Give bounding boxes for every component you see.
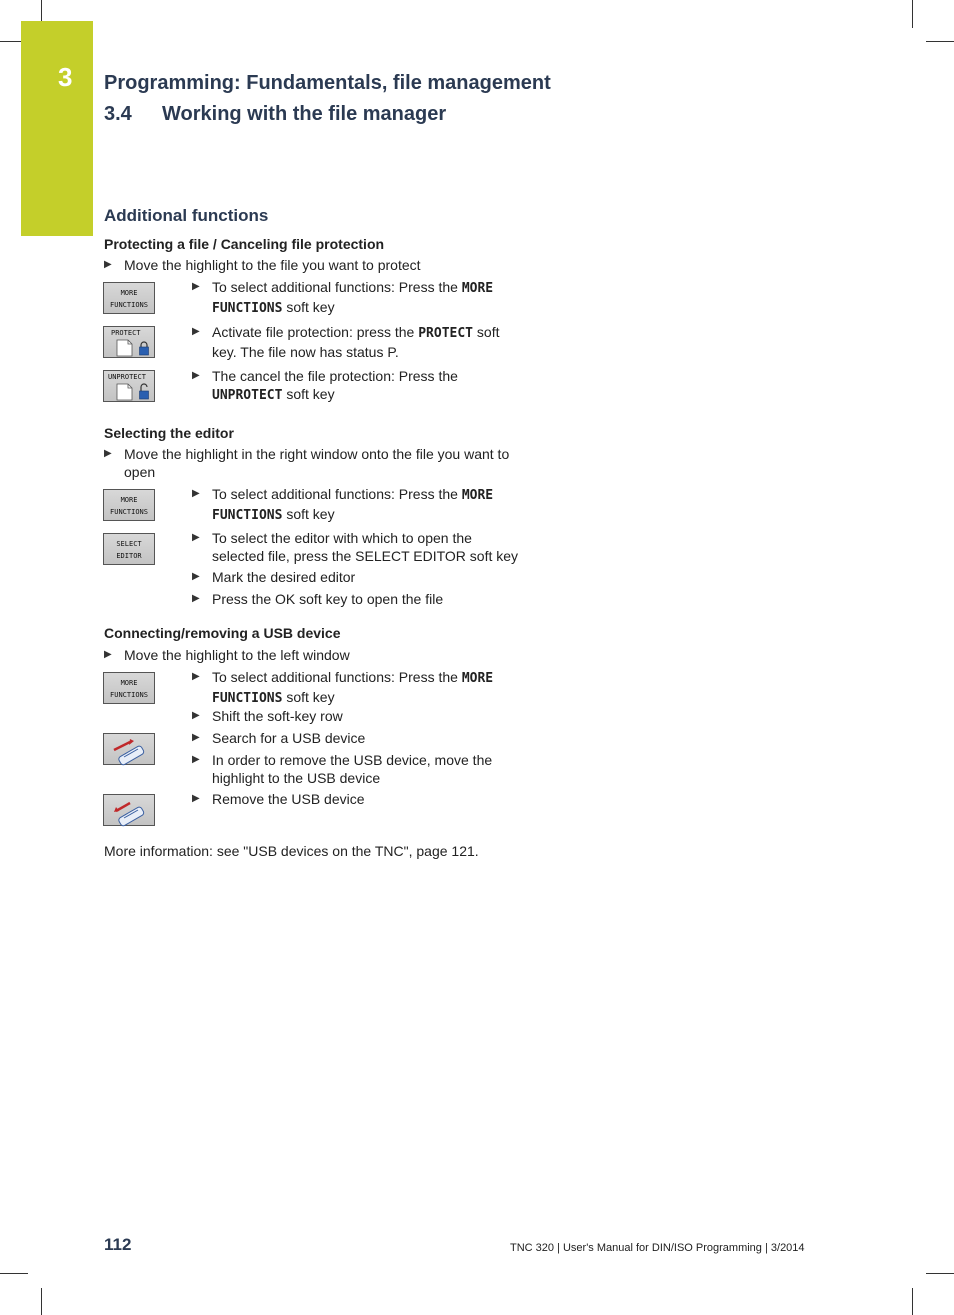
bullet-arrow-icon: ▶ [104, 448, 112, 459]
select-editor-softkey[interactable]: SELECT EDITOR [103, 533, 155, 565]
bullet-arrow-icon: ▶ [192, 710, 200, 721]
usb-connect-softkey[interactable] [103, 733, 155, 765]
usb-connect-icon [104, 734, 156, 766]
bullet-arrow-icon: ▶ [104, 649, 112, 660]
editor-step-5: ▶ Press the OK soft key to open the file [192, 591, 444, 607]
bullet-arrow-icon: ▶ [192, 754, 200, 765]
protect-softkey[interactable]: PROTECT [103, 326, 155, 358]
protect-step-4: ▶ The cancel the file protection: Press the UNPROTECT soft key [192, 368, 458, 403]
crop-mark [41, 1288, 42, 1315]
unprotect-softkey[interactable]: UNPROTECT [103, 370, 155, 402]
more-functions-softkey[interactable]: MORE FUNCTIONS [103, 282, 155, 314]
crop-mark [912, 0, 913, 28]
crop-mark [912, 1288, 913, 1315]
crop-mark [41, 0, 42, 22]
editor-step-4: ▶ Mark the desired editor [192, 569, 356, 585]
protect-step-1: ▶ Move the highlight to the file you want to protect [104, 257, 421, 273]
page-number: 112 [104, 1235, 132, 1254]
crop-mark [0, 41, 22, 42]
protect-lock-icon [104, 327, 156, 359]
additional-functions-heading: Additional functions [104, 206, 269, 225]
bullet-arrow-icon: ▶ [192, 732, 200, 743]
unlock-icon [104, 371, 156, 403]
usb-remove-icon [104, 795, 156, 827]
usb-step-2: ▶ To select additional functions: Press the MORE FUNCTIONS soft key [192, 669, 494, 706]
editor-step-2: ▶ To select additional functions: Press the MORE FUNCTIONS soft key [192, 486, 494, 523]
protect-step-2: ▶ To select additional functions: Press the MORE FUNCTIONS soft key [192, 279, 494, 316]
more-functions-softkey[interactable]: MORE FUNCTIONS [103, 489, 155, 521]
footer-manual-info: TNC 320 | User's Manual for DIN/ISO Programming | 3/2014 [510, 1242, 805, 1254]
bullet-arrow-icon: ▶ [192, 370, 200, 381]
bullet-arrow-icon: ▶ [104, 259, 112, 270]
section-title [104, 103, 446, 126]
bullet-arrow-icon: ▶ [192, 593, 200, 604]
bullet-arrow-icon: ▶ [192, 793, 200, 804]
crop-mark [926, 1273, 954, 1274]
chapter-tab [21, 21, 93, 236]
usb-remove-softkey[interactable] [103, 794, 155, 826]
bullet-arrow-icon: ▶ [192, 532, 200, 543]
chapter-title: Programming: Fundamentals, file management [104, 72, 551, 94]
crop-mark [0, 1273, 28, 1274]
editor-subheading: Selecting the editor [104, 425, 234, 441]
editor-step-1: ▶ Move the highlight in the right window onto the file you want to open [104, 446, 510, 480]
protect-subheading: Protecting a file / Canceling file protection [104, 236, 385, 252]
more-information-reference: More information: see "USB devices on the TNC", page 121. [104, 843, 479, 859]
bullet-arrow-icon: ▶ [192, 326, 200, 337]
bullet-arrow-icon: ▶ [192, 571, 200, 582]
crop-mark [926, 41, 954, 42]
protect-step-3: ▶ Activate file protection: press the PROTECT soft key. The file now has status P. [192, 324, 500, 360]
usb-step-3: ▶ Shift the soft-key row [192, 708, 343, 724]
usb-step-5: ▶ In order to remove the USB device, move the highlight to the USB device [192, 752, 493, 786]
usb-step-1: ▶ Move the highlight to the left window [104, 647, 350, 663]
editor-step-3: ▶ To select the editor with which to open the selected file, press the SELECT EDITOR soft key [192, 530, 519, 564]
usb-step-6: ▶ Remove the USB device [192, 791, 365, 807]
section-title-text: Working with the file manager [162, 103, 447, 125]
usb-step-4: ▶ Search for a USB device [192, 730, 366, 746]
usb-subheading: Connecting/removing a USB device [104, 625, 341, 641]
bullet-arrow-icon: ▶ [192, 281, 200, 292]
bullet-arrow-icon: ▶ [192, 488, 200, 499]
chapter-number: 3 [58, 62, 73, 92]
bullet-arrow-icon: ▶ [192, 671, 200, 682]
more-functions-softkey[interactable]: MORE FUNCTIONS [103, 672, 155, 704]
section-number: 3.4 [104, 103, 132, 125]
